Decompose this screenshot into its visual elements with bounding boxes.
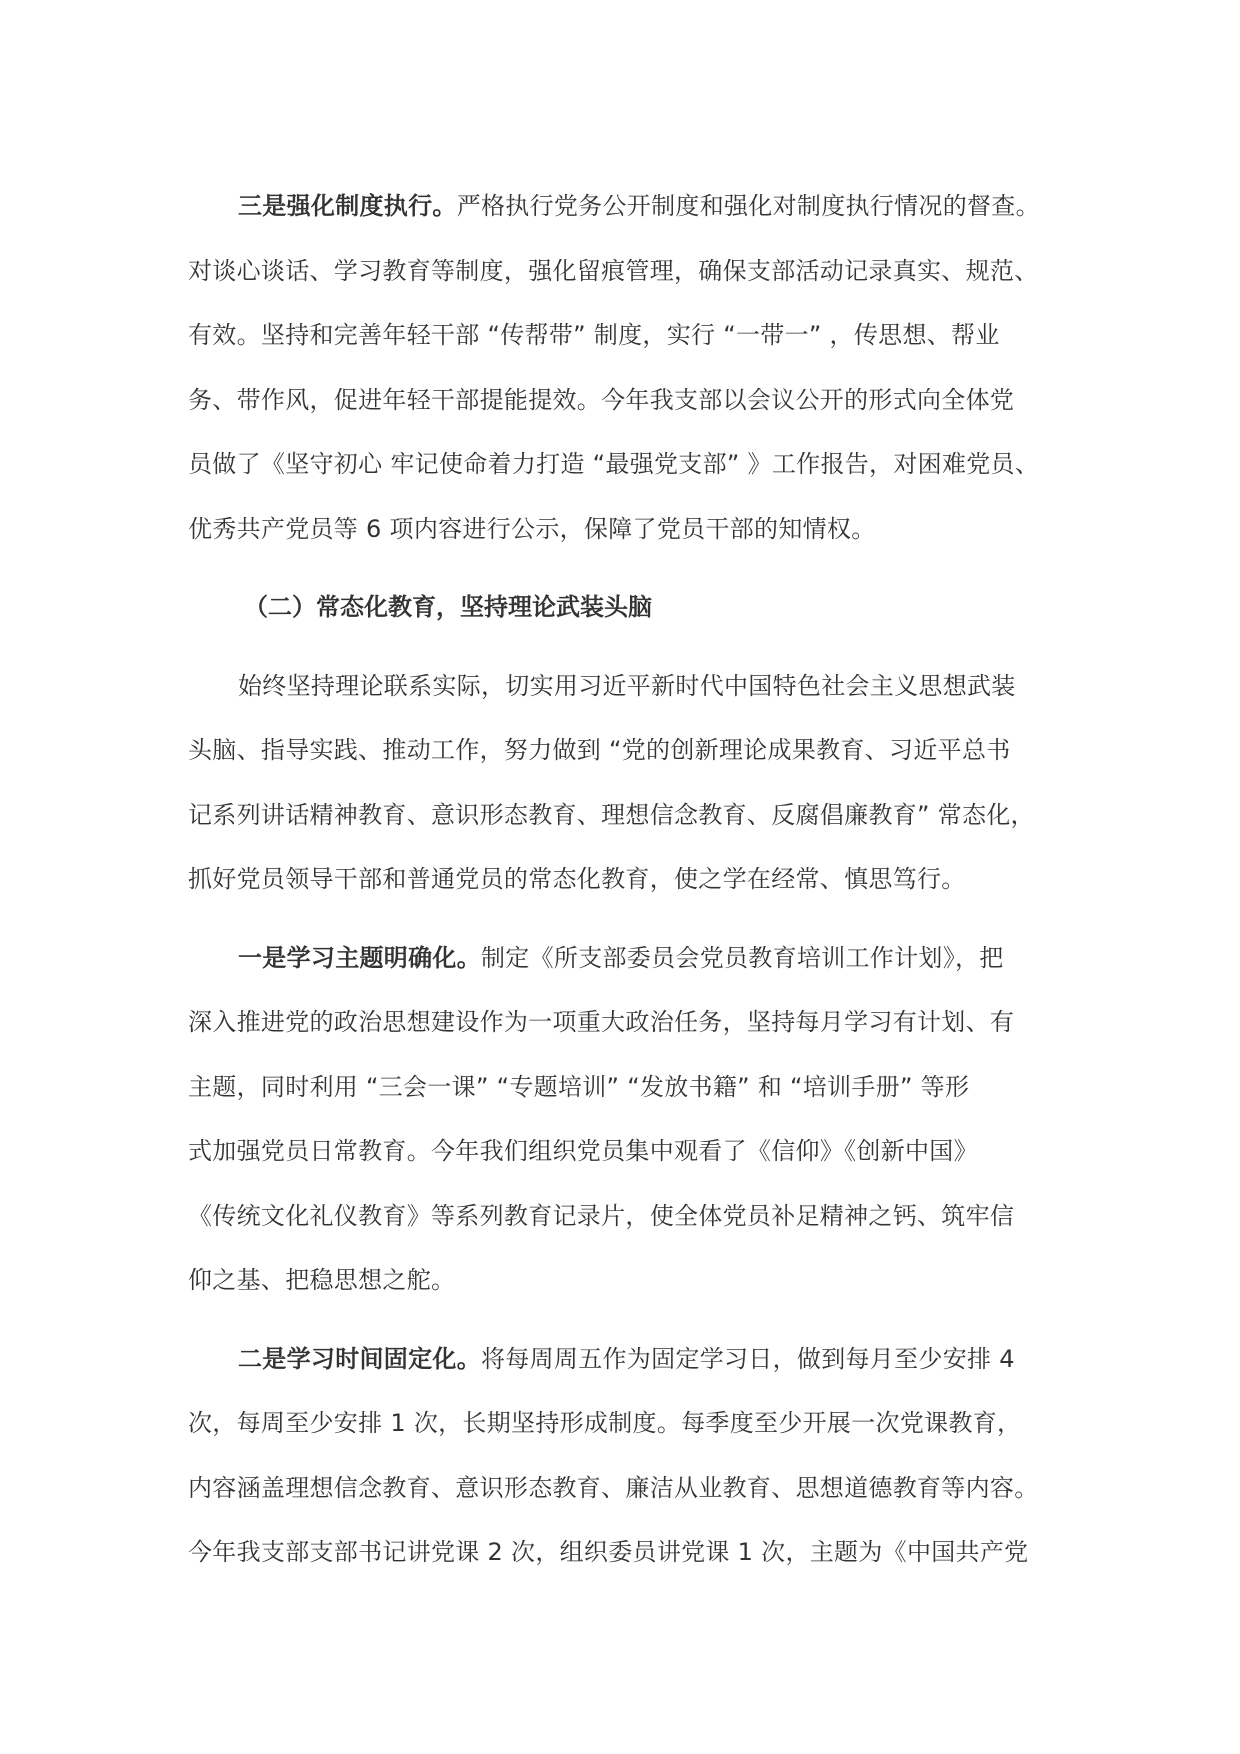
paragraph-theory	[188, 654, 1088, 912]
section-heading: （二）常态化教育，坚持理论武装头脑	[244, 593, 652, 621]
paragraph-line: 记系列讲话精神教育、意识形态教育、理想信念教育、反腐倡廉教育” 常态化，	[188, 800, 1035, 829]
document-body	[188, 174, 1088, 1585]
paragraph-line: 抓好党员领导干部和普通党员的常态化教育，使之学在经常、慎思笃行。	[188, 865, 966, 893]
paragraph-line: 次，每周至少安排 1 次，长期坚持形成制度。每季度至少开展一次党课教育，	[188, 1409, 1022, 1437]
paragraph-lead: 二是学习时间固定化。	[238, 1344, 481, 1373]
paragraph-study-theme	[188, 926, 1088, 1313]
paragraph-lead: 一是学习主题明确化。	[238, 943, 481, 972]
paragraph-line: 《传统文化礼仪教育》等系列教育记录片，使全体党员补足精神之钙、筑牢信	[188, 1201, 1015, 1230]
paragraph-line: 对谈心谈话、学习教育等制度，强化留痕管理，确保支部活动记录真实、规范、	[188, 256, 1039, 285]
paragraph-line: 内容涵盖理想信念教育、意识形态教育、廉洁从业教育、思想道德教育等内容。	[188, 1473, 1039, 1502]
paragraph-line: 有效。坚持和完善年轻干部 “传帮带” 制度，实行 “一带一” ，传思想、帮业	[188, 321, 1000, 349]
paragraph-line: 员做了《坚守初心 牢记使命着力打造 “最强党支部” 》工作报告，对困难党员、	[188, 450, 1040, 478]
paragraph-line: 三是强化制度执行。严格执行党务公开制度和强化对制度执行情况的督查。	[238, 192, 1040, 220]
paragraph-line: 二是学习时间固定化。将每周周五作为固定学习日，做到每月至少安排 4	[238, 1344, 1015, 1373]
paragraph-line: 务、带作风，促进年轻干部提能提效。今年我支部以会议公开的形式向全体党	[188, 385, 1015, 414]
paragraph-line: 深入推进党的政治思想建设作为一项重大政治任务，坚持每月学习有计划、有	[188, 1008, 1015, 1036]
paragraph-line: 式加强党员日常教育。今年我们组织党员集中观看了《信仰》《创新中国》	[188, 1137, 978, 1165]
paragraph-line: 优秀共产党员等 6 项内容进行公示，保障了党员干部的知情权。	[188, 514, 876, 543]
paragraph-line: 头脑、指导实践、推动工作，努力做到 “党的创新理论成果教育、习近平总书	[188, 736, 1011, 764]
paragraph-line: 主题，同时利用 “三会一课” “专题培训” “发放书籍” 和 “培训手册” 等形	[188, 1072, 970, 1101]
paragraph-study-time	[188, 1327, 1088, 1585]
paragraph-line: 一是学习主题明确化。制定《所支部委员会党员教育培训工作计划》，把	[238, 943, 1004, 972]
paragraph-line: 仰之基、把稳思想之舵。	[188, 1266, 456, 1294]
paragraph-system-execution	[188, 174, 1088, 561]
paragraph-lead: 三是强化制度执行。	[238, 192, 457, 220]
paragraph-line: 始终坚持理论联系实际，切实用习近平新时代中国特色社会主义思想武装	[238, 671, 1016, 700]
paragraph-line: 今年我支部支部书记讲党课 2 次，组织委员讲党课 1 次，主题为《中国共产党	[188, 1538, 1029, 1566]
